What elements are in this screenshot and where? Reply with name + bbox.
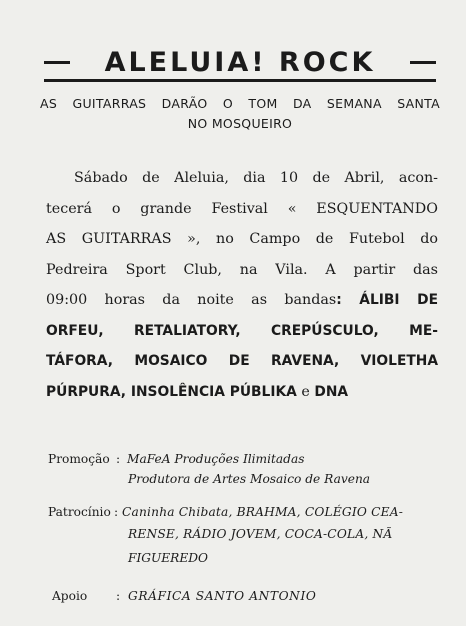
paragraph-line: Sábado de Aleluia, dia 10 de Abril, acon- [74,170,438,186]
patrocinio-value: RENSE, RÁDIO JOVEM, COCA-COLA, NÃ [128,527,393,541]
patrocinio-value: FIGUEREDO [128,551,209,565]
promocao-value: MaFeA Produções Ilimitadas [127,452,305,466]
apoio-block [48,589,440,611]
apoio-colon: : [116,589,121,603]
line-segment: e [296,383,315,400]
band-list-line [46,377,438,408]
paragraph-line [46,285,438,316]
paragraph-line: tecerá o grande Festival « ESQUENTANDO [46,200,438,217]
band-name: : ÁLIBI DE [336,292,438,308]
band-list-line: ORFEU, RETALIATORY, CREPÚSCULO, ME- [46,322,438,339]
title-underline [44,79,436,82]
patrocinio-block [48,505,440,575]
promocao-value: Produtora de Artes Mosaico de Ravena [128,472,371,486]
apoio-label: Apoio [52,589,88,603]
promocao-block [48,452,440,492]
subtitle-line: NO MOSQUEIRO [187,116,293,131]
announcement-paragraph [46,163,438,407]
band-name: PÚRPURA, INSOLÊNCIA PÚBLIKA [46,383,297,400]
page-title: ALELUIA! ROCK [104,46,376,78]
line-segment: 09:00 horas da noite as bandas [46,292,337,308]
apoio-value: GRÁFICA SANTO ANTONIO [128,589,317,603]
title-row [44,44,436,80]
paragraph-line: AS GUITARRAS », no Campo de Futebol do [46,231,438,247]
patrocinio-value: Caninha Chibata, BRAHMA, COLÉGIO CEA- [122,505,404,519]
patrocinio-colon: : [114,505,119,519]
title-dash-right [410,61,436,64]
promocao-colon: : [116,452,121,466]
subtitle-line: AS GUITARRAS DARÃO O TOM DA SEMANA SANTA [40,96,440,111]
paragraph-line: Pedreira Sport Club, na Vila. A partir das [46,261,438,278]
subtitle [40,94,440,134]
band-list-line: TÁFORA, MOSAICO DE RAVENA, VIOLETHA [46,353,438,369]
promocao-label: Promoção [48,452,110,466]
band-name: DNA [314,383,349,400]
patrocinio-label: Patrocínio [48,505,111,519]
title-dash-left [44,61,70,64]
